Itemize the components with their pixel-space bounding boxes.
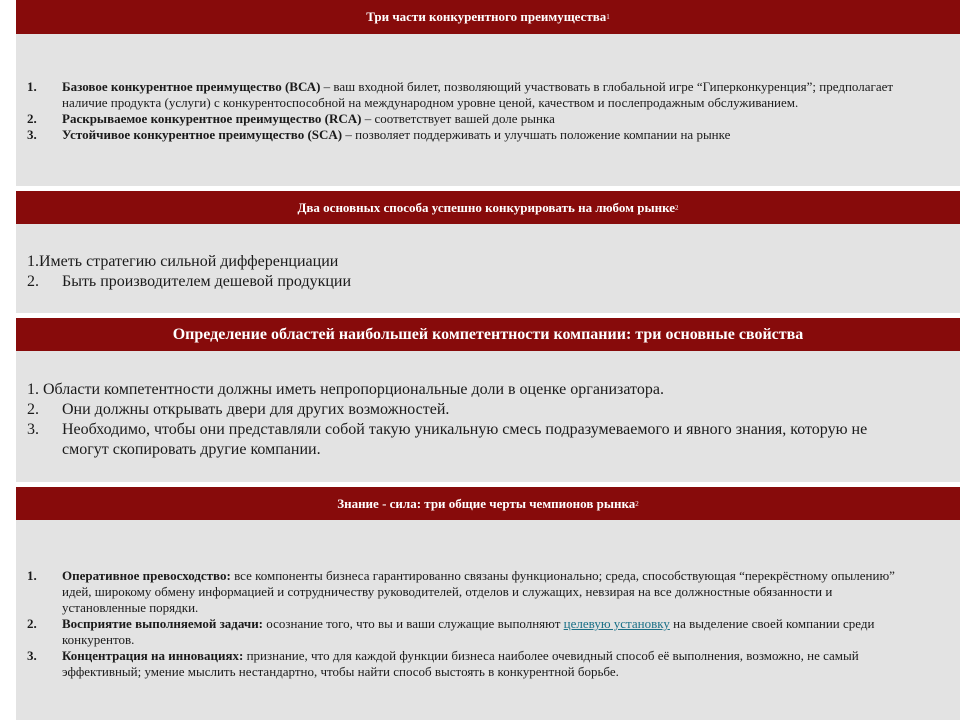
section1-list <box>27 79 907 143</box>
section2-header <box>16 191 960 224</box>
section1-header <box>16 0 960 34</box>
section3-list <box>27 380 917 460</box>
list-item: 2. Раскрываемое конкурентное преимущество (RCA) – соответствует вашей доле рынка <box>27 111 555 126</box>
list-item: 3. Устойчивое конкурентное преимущество (SCA) – позволяет поддерживать и улучшать положение компании на рынке <box>27 127 731 142</box>
section2-list <box>27 252 907 292</box>
section4-footnote: 2 <box>635 499 639 508</box>
section2-title: Два основных способа успешно конкурировать на любом рынке <box>297 199 676 215</box>
list-item: 2. Быть производителем дешевой продукции <box>27 273 352 290</box>
list-item: 1. Базовое конкурентное преимущество (ВСА) – ваш входной билет, позволяющий участвовать в глобальной игре “Гиперконкуренция”; предполагает наличие продукта (услуги) с конкурентоспособной на международном уровне ценой, качеством и послепродажным обслуживанием. <box>27 79 894 110</box>
target-setting-link[interactable]: целевую установку <box>563 616 670 631</box>
section1-footnote: 1 <box>606 13 610 21</box>
section3-header <box>16 318 960 351</box>
section4-list <box>27 568 907 680</box>
section1-title: Три части конкурентного преимущества <box>366 9 607 24</box>
list-item: 2. Восприятие выполняемой задачи: осознание того, что вы и ваши служащие выполняют целевую установку на выделение своей компании среди конкурентов. <box>27 616 875 647</box>
list-item: 3. Концентрация на инновациях: признание, что для каждой функции бизнеса наиболее очевидный способ её выполнения, возможно, не самый эффективный; умение мыслить нестандартно, чтобы найти способ выстоять в конкурентной борьбе. <box>27 648 859 679</box>
list-item: 1. Оперативное превосходство: все компоненты бизнеса гарантированно связаны функционально; среда, способствующая “перекрёстному опылению” идей, широкому обмену информацией и сотрудничеству руководителей, отделов и служащих, невзирая на все должностные обязанности и установленные порядки. <box>27 568 895 615</box>
list-item: 1.Иметь стратегию сильной дифференциации <box>27 253 339 270</box>
section2-footnote: 2 <box>675 203 679 212</box>
section4-header <box>16 487 960 520</box>
list-item: 1. Области компетентности должны иметь непропорциональные доли в оценке организатора. <box>27 381 664 398</box>
list-item: 2. Они должны открывать двери для других возможностей. <box>27 401 450 418</box>
list-item: 3. Необходимо, чтобы они представляли собой такую уникальную смесь подразумеваемого и явного знания, которую не смогут скопировать другие компании. <box>27 421 868 458</box>
section3-title: Определение областей наибольшей компетентности компании: три основные свойства <box>172 325 804 343</box>
section4-title: Знание - сила: три общие черты чемпионов рынка <box>337 495 636 511</box>
